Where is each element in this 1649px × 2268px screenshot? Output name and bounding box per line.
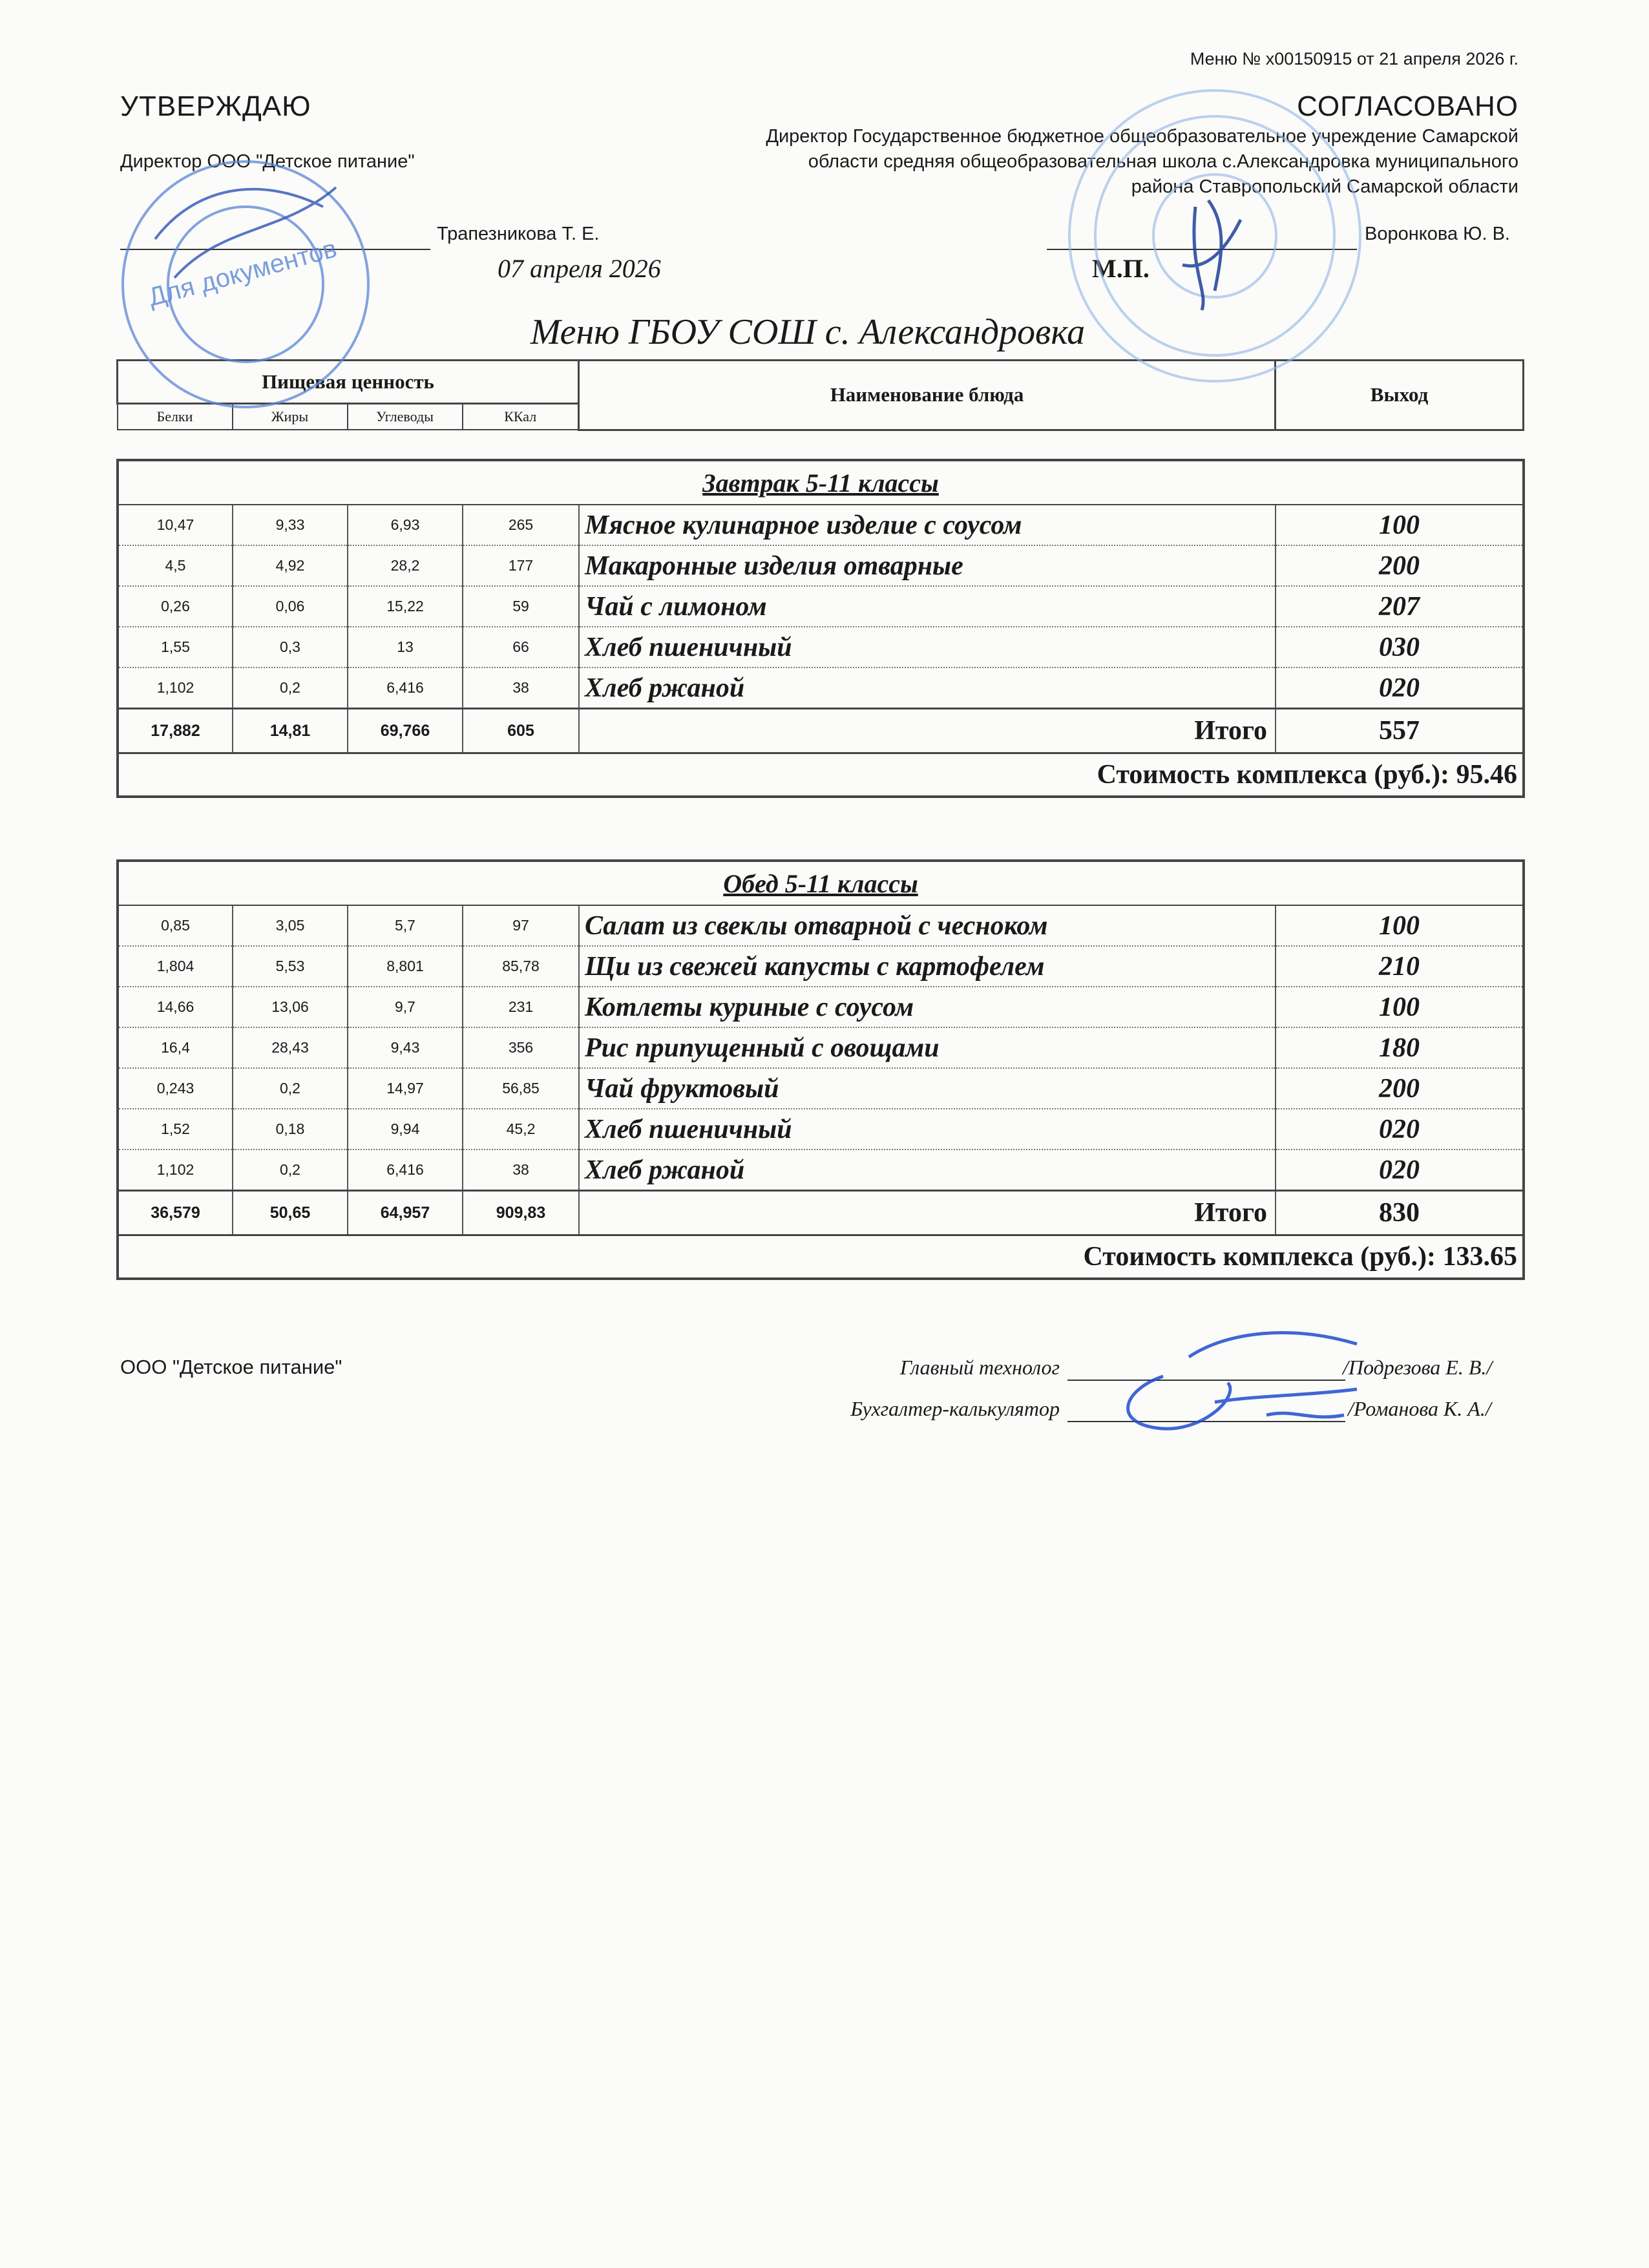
- acc-name: /Романова К. А./: [1348, 1397, 1491, 1420]
- carbs-cell: 9,43: [348, 1027, 463, 1068]
- total-output: 830: [1276, 1191, 1524, 1235]
- protein-cell: 4,5: [118, 545, 233, 586]
- kcal-cell: 45,2: [463, 1109, 579, 1150]
- kcal-cell: 177: [463, 545, 579, 586]
- protein-cell: 1,804: [118, 946, 233, 987]
- total-row: [118, 1191, 1524, 1235]
- total-fat: 50,65: [233, 1191, 348, 1235]
- approve-position: Директор ООО "Детское питание": [120, 151, 415, 172]
- protein-cell: 16,4: [118, 1027, 233, 1068]
- total-kcal: 909,83: [463, 1191, 579, 1235]
- output-cell: 207: [1276, 586, 1524, 627]
- table-row: [118, 586, 1524, 627]
- total-protein: 17,882: [118, 709, 233, 753]
- carbs-header: Углеводы: [348, 404, 463, 430]
- output-cell: 200: [1276, 545, 1524, 586]
- fat-cell: 0,2: [233, 667, 348, 709]
- fat-cell: 0,18: [233, 1109, 348, 1150]
- fat-cell: 0,3: [233, 627, 348, 667]
- fat-cell: 13,06: [233, 987, 348, 1027]
- carbs-cell: 6,416: [348, 667, 463, 709]
- dish-cell: Котлеты куриные с соусом: [579, 987, 1276, 1027]
- kcal-cell: 97: [463, 905, 579, 946]
- agree-name: Воронкова Ю. В.: [1365, 224, 1510, 244]
- dish-cell: Хлеб пшеничный: [579, 1109, 1276, 1150]
- kcal-cell: 59: [463, 586, 579, 627]
- fat-cell: 0,2: [233, 1068, 348, 1109]
- output-cell: 030: [1276, 627, 1524, 667]
- company-name: ООО "Детское питание": [120, 1356, 342, 1378]
- breakfast-table: [116, 459, 1525, 798]
- dish-cell: Салат из свеклы отварной с чесноком: [579, 905, 1276, 946]
- total-carbs: 64,957: [348, 1191, 463, 1235]
- kcal-cell: 38: [463, 1150, 579, 1191]
- total-carbs: 69,766: [348, 709, 463, 753]
- table-row: [118, 1109, 1524, 1150]
- output-cell: 100: [1276, 505, 1524, 545]
- approval-date: 07 апреля 2026: [498, 254, 661, 283]
- table-row: [118, 905, 1524, 946]
- tech-signature-line: [1067, 1380, 1345, 1381]
- carbs-cell: 9,7: [348, 987, 463, 1027]
- total-label: Итого: [579, 1191, 1276, 1235]
- output-cell: 200: [1276, 1068, 1524, 1109]
- output-cell: 020: [1276, 1150, 1524, 1191]
- dish-cell: Рис припущенный с овощами: [579, 1027, 1276, 1068]
- menu-number: Меню № х00150915 от 21 апреля 2026 г.: [1190, 49, 1518, 68]
- protein-cell: 10,47: [118, 505, 233, 545]
- carbs-cell: 9,94: [348, 1109, 463, 1150]
- table-row: [118, 987, 1524, 1027]
- fat-cell: 9,33: [233, 505, 348, 545]
- fat-cell: 4,92: [233, 545, 348, 586]
- protein-cell: 14,66: [118, 987, 233, 1027]
- agree-signature-line: [1047, 249, 1357, 250]
- approve-signature-line: [120, 249, 430, 250]
- dish-cell: Чай с лимоном: [579, 586, 1276, 627]
- stamp-text: Для документов: [145, 234, 340, 312]
- carbs-cell: 6,93: [348, 505, 463, 545]
- kcal-cell: 38: [463, 667, 579, 709]
- total-protein: 36,579: [118, 1191, 233, 1235]
- dish-cell: Хлеб ржаной: [579, 1150, 1276, 1191]
- dish-cell: Хлеб пшеничный: [579, 627, 1276, 667]
- kcal-header: ККал: [463, 404, 579, 430]
- total-fat: 14,81: [233, 709, 348, 753]
- protein-cell: 1,102: [118, 1150, 233, 1191]
- fat-cell: 0,06: [233, 586, 348, 627]
- total-label: Итого: [579, 709, 1276, 753]
- table-row: [118, 946, 1524, 987]
- carbs-cell: 14,97: [348, 1068, 463, 1109]
- carbs-cell: 8,801: [348, 946, 463, 987]
- fat-cell: 0,2: [233, 1150, 348, 1191]
- table-row: [118, 667, 1524, 709]
- protein-cell: 1,102: [118, 667, 233, 709]
- carbs-cell: 5,7: [348, 905, 463, 946]
- protein-cell: 0,243: [118, 1068, 233, 1109]
- protein-cell: 1,55: [118, 627, 233, 667]
- signature-scribble: [1098, 1318, 1370, 1447]
- output-cell: 020: [1276, 667, 1524, 709]
- carbs-cell: 28,2: [348, 545, 463, 586]
- total-row: [118, 709, 1524, 753]
- kcal-cell: 265: [463, 505, 579, 545]
- table-row: [118, 1150, 1524, 1191]
- section-title: Завтрак 5-11 классы: [118, 460, 1524, 505]
- approve-name: Трапезникова Т. Е.: [437, 224, 600, 244]
- tech-name: /Подрезова Е. В./: [1343, 1356, 1493, 1379]
- fat-cell: 28,43: [233, 1027, 348, 1068]
- total-output: 557: [1276, 709, 1524, 753]
- nutrition-header: Пищевая ценность: [118, 361, 579, 404]
- total-kcal: 605: [463, 709, 579, 753]
- column-header-table: [116, 359, 1524, 431]
- complex-cost: Стоимость комплекса (руб.): 95.46: [118, 753, 1524, 797]
- stamp-place-label: М.П.: [1092, 254, 1150, 283]
- carbs-cell: 6,416: [348, 1150, 463, 1191]
- output-cell: 100: [1276, 905, 1524, 946]
- output-cell: 100: [1276, 987, 1524, 1027]
- dish-header: Наименование блюда: [579, 361, 1276, 430]
- approve-title: УТВЕРЖДАЮ: [120, 90, 311, 122]
- table-row: [118, 1027, 1524, 1068]
- output-header: Выход: [1276, 361, 1524, 430]
- table-row: [118, 627, 1524, 667]
- dish-cell: Мясное кулинарное изделие с соусом: [579, 505, 1276, 545]
- protein-header: Белки: [118, 404, 233, 430]
- page-title: Меню ГБОУ СОШ с. Александровка: [530, 312, 1086, 352]
- table-row: [118, 545, 1524, 586]
- dish-cell: Чай фруктовый: [579, 1068, 1276, 1109]
- output-cell: 180: [1276, 1027, 1524, 1068]
- dish-cell: Макаронные изделия отварные: [579, 545, 1276, 586]
- output-cell: 020: [1276, 1109, 1524, 1150]
- fat-cell: 5,53: [233, 946, 348, 987]
- agree-title: СОГЛАСОВАНО: [1297, 90, 1518, 122]
- tech-role: Главный технолог: [899, 1356, 1060, 1379]
- kcal-cell: 66: [463, 627, 579, 667]
- kcal-cell: 85,78: [463, 946, 579, 987]
- protein-cell: 0,26: [118, 586, 233, 627]
- lunch-table: [116, 859, 1525, 1280]
- agree-position: Директор Государственное бюджетное общеобразовательное учреждение Самарской области средняя общеобразовательная школа с.Александровка муниципального района Ставропольский Самарской области: [766, 126, 1518, 197]
- output-cell: 210: [1276, 946, 1524, 987]
- fat-header: Жиры: [233, 404, 348, 430]
- dish-cell: Хлеб ржаной: [579, 667, 1276, 709]
- kcal-cell: 56,85: [463, 1068, 579, 1109]
- protein-cell: 1,52: [118, 1109, 233, 1150]
- complex-cost: Стоимость комплекса (руб.): 133.65: [118, 1235, 1524, 1279]
- section-title: Обед 5-11 классы: [118, 861, 1524, 905]
- acc-role: Бухгалтер-калькулятор: [850, 1397, 1060, 1420]
- kcal-cell: 231: [463, 987, 579, 1027]
- acc-signature-line: [1067, 1421, 1345, 1422]
- fat-cell: 3,05: [233, 905, 348, 946]
- carbs-cell: 15,22: [348, 586, 463, 627]
- carbs-cell: 13: [348, 627, 463, 667]
- dish-cell: Щи из свежей капусты с картофелем: [579, 946, 1276, 987]
- kcal-cell: 356: [463, 1027, 579, 1068]
- protein-cell: 0,85: [118, 905, 233, 946]
- table-row: [118, 1068, 1524, 1109]
- table-row: [118, 505, 1524, 545]
